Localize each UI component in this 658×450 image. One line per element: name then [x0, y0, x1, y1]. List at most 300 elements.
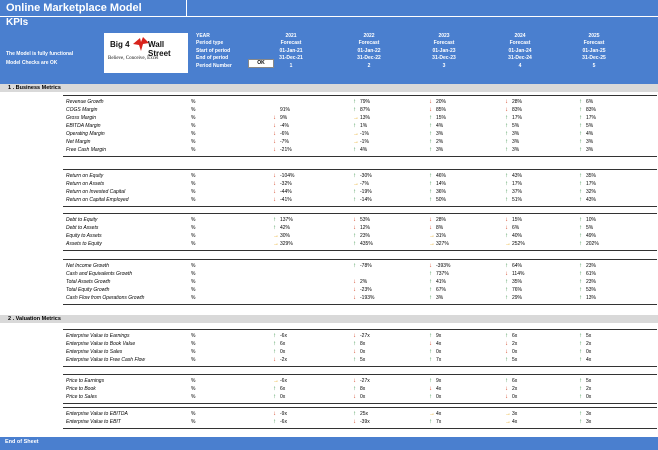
metric-row[interactable]: [63, 377, 657, 385]
trend-up-icon: ↑: [429, 139, 432, 145]
metric-label: Return on Capital Employed: [66, 197, 129, 203]
period-start: 01-Jan-23: [432, 47, 456, 54]
unit-marker: %: [191, 189, 196, 195]
metric-value: ↑ 3%: [579, 147, 594, 153]
trend-side-icon: →: [429, 233, 435, 239]
logo-tagline: Believe, Conceive, Excel: [108, 56, 159, 61]
trend-up-icon: ↑: [429, 295, 432, 301]
trend-up-icon: ↑: [429, 147, 432, 153]
metric-label: Enterprise Value to Book Value: [66, 341, 136, 347]
period-type: Forecast: [433, 40, 455, 47]
metric-value: ↑ 76%: [505, 287, 523, 293]
metric-row[interactable]: [63, 114, 657, 122]
unit-marker: %: [191, 99, 196, 105]
trend-side-icon: →: [353, 131, 359, 137]
metric-value: ↓ -27x: [353, 378, 370, 384]
metric-row[interactable]: [63, 410, 657, 418]
metric-row[interactable]: [63, 232, 657, 240]
metric-label: EBITDA Margin: [66, 123, 101, 129]
metric-value: ↑ 3%: [505, 139, 520, 145]
metric-value: ↑ 36%: [429, 189, 447, 195]
metric-value: ↓ 2x: [505, 341, 518, 347]
trend-up-icon: ↑: [505, 357, 508, 363]
unit-marker: %: [191, 115, 196, 121]
logo-text-wallstreet: Wall Street: [148, 40, 171, 58]
check-line-ok: Model Checks are OK: [6, 60, 58, 66]
unit-marker: %: [191, 279, 196, 285]
metric-value: ↓ 20%: [429, 99, 447, 105]
metric-row[interactable]: [63, 224, 657, 232]
unit-marker: %: [191, 241, 196, 247]
metric-value: ↑ 83%: [579, 107, 597, 113]
metric-value: ↑ -6x: [273, 419, 287, 425]
metric-value: ↓ -23%: [353, 287, 372, 293]
metric-value: ↑ 435%: [353, 241, 373, 247]
trend-up-icon: ↑: [579, 189, 582, 195]
trend-up-icon: ↑: [353, 341, 356, 347]
metric-label: Enterprise Value to Sales: [66, 349, 123, 355]
metric-value: ↓ -9x: [273, 411, 287, 417]
metric-value: →-1%: [353, 131, 369, 137]
trend-up-icon: ↑: [353, 197, 356, 203]
metric-value: ↑ 17%: [579, 115, 597, 121]
metric-row[interactable]: [63, 286, 657, 294]
trend-down-icon: ↓: [429, 263, 432, 269]
trend-up-icon: ↑: [579, 295, 582, 301]
metric-label: Total Assets Growth: [66, 279, 111, 285]
trend-down-icon: ↓: [273, 411, 276, 417]
metric-label: Price to Sales: [66, 394, 97, 400]
period-column-2024: [490, 33, 550, 70]
trend-up-icon: ↑: [579, 341, 582, 347]
metric-value: ↑ 5%: [579, 123, 594, 129]
trend-up-icon: ↑: [579, 357, 582, 363]
trend-down-icon: ↓: [273, 357, 276, 363]
trend-down-icon: ↓: [353, 225, 356, 231]
trend-side-icon: →: [273, 233, 279, 239]
metric-value: ↑ 53%: [579, 287, 597, 293]
metric-row[interactable]: [63, 393, 657, 401]
metric-value: ↑ 137%: [273, 217, 293, 223]
period-year: 2022: [363, 33, 375, 39]
metric-value: ↓ -193%: [353, 295, 375, 301]
trend-down-icon: ↓: [429, 386, 432, 392]
period-start: 01-Jan-22: [357, 47, 381, 54]
metric-value: ↑ 2x: [579, 341, 592, 347]
metric-label: Cash Flow from Operations Growth: [66, 295, 145, 301]
metric-value: ↑ 5%: [505, 123, 520, 129]
metric-value: ↑ 3%: [505, 131, 520, 137]
unit-marker: %: [191, 131, 196, 137]
trend-side-icon: →: [353, 181, 359, 187]
trend-up-icon: ↑: [353, 233, 356, 239]
trend-up-icon: ↑: [505, 378, 508, 384]
metric-label: Operating Margin: [66, 131, 105, 137]
trend-up-icon: ↑: [353, 386, 356, 392]
metric-value: ↑ 0x: [579, 349, 592, 355]
metric-value: ↓ -4%: [273, 123, 289, 129]
trend-up-icon: ↑: [429, 357, 432, 363]
unit-marker: %: [191, 378, 196, 384]
trend-down-icon: ↓: [429, 107, 432, 113]
trend-up-icon: ↑: [429, 123, 432, 129]
metric-row[interactable]: [63, 216, 657, 224]
unit-marker: %: [191, 173, 196, 179]
metric-value: ↑ 25x: [353, 411, 369, 417]
trend-up-icon: ↑: [579, 139, 582, 145]
header-divider: [0, 16, 658, 17]
metric-value: ↑ 2%: [429, 139, 444, 145]
metric-value: ↑ 40%: [505, 233, 523, 239]
unit-marker: %: [191, 341, 196, 347]
metric-row[interactable]: [63, 98, 657, 106]
model-check-status: [6, 50, 73, 68]
metric-value: ↑ 4%: [353, 147, 368, 153]
trend-up-icon: ↑: [579, 147, 582, 153]
trend-down-icon: ↓: [353, 279, 356, 285]
metric-label: Return on Equity: [66, 173, 104, 179]
period-end: 31-Dec-21: [279, 55, 303, 62]
metric-row[interactable]: [63, 332, 657, 340]
period-num: 1: [289, 62, 293, 69]
metric-row[interactable]: [63, 188, 657, 196]
metric-value: ↑ 67%: [429, 287, 447, 293]
trend-down-icon: ↓: [505, 386, 508, 392]
metric-value: ↓ 4x: [429, 386, 442, 392]
ok-check-button[interactable]: OK: [248, 59, 274, 68]
metric-value: ↑ 42%: [273, 225, 291, 231]
page-title: KPIs: [6, 17, 29, 28]
metric-value: ↑ 4%: [579, 131, 594, 137]
trend-down-icon: ↓: [505, 107, 508, 113]
metric-value: ↑ 3x: [579, 419, 592, 425]
metric-value: ↓ -6%: [273, 131, 289, 137]
metric-value: →4x: [429, 411, 442, 417]
metric-value: ↑ 17%: [505, 181, 523, 187]
period-num: 5: [592, 62, 596, 69]
trend-down-icon: ↓: [505, 217, 508, 223]
trend-up-icon: ↑: [579, 225, 582, 231]
metric-value: ↓ 12%: [353, 225, 371, 231]
metric-row[interactable]: [63, 196, 657, 204]
metric-value: ↑ 0x: [273, 349, 286, 355]
metric-value: ↑ 49%: [579, 233, 597, 239]
metric-value: ↑ -78%: [353, 263, 372, 269]
trend-up-icon: ↑: [579, 131, 582, 137]
section-business-metrics[interactable]: 1 . Business Metrics: [0, 84, 658, 92]
metric-label: Enterprise Value to Earnings: [66, 333, 130, 339]
trend-up-icon: ↑: [273, 386, 276, 392]
label-period-type: Period type: [196, 40, 224, 47]
trend-down-icon: ↓: [429, 217, 432, 223]
trend-up-icon: ↑: [579, 107, 582, 113]
trend-up-icon: ↑: [353, 99, 356, 105]
trend-up-icon: ↑: [429, 333, 432, 339]
metric-value: ↓ -41%: [273, 197, 292, 203]
metric-label: Debt to Assets: [66, 225, 99, 231]
metric-value: ↑ 9x: [429, 378, 442, 384]
metric-value: ↑ 6x: [273, 341, 286, 347]
trend-up-icon: ↑: [505, 181, 508, 187]
unit-marker: %: [191, 349, 196, 355]
trend-up-icon: ↑: [579, 181, 582, 187]
metric-value: ↑ -30%: [353, 173, 372, 179]
metric-value: ↑ 7x: [429, 419, 442, 425]
metric-value: ↑ 6x: [505, 333, 518, 339]
metric-row[interactable]: [63, 385, 657, 393]
metric-row[interactable]: [63, 418, 657, 426]
metric-value: ↓ 0x: [505, 394, 518, 400]
metric-value: ↑ 0x: [429, 349, 442, 355]
trend-up-icon: ↑: [353, 241, 356, 247]
metric-value: ↑ 32%: [579, 189, 597, 195]
trend-down-icon: ↓: [353, 394, 356, 400]
trend-up-icon: ↑: [579, 197, 582, 203]
metric-value: ↓ -7%: [273, 139, 289, 145]
metric-row[interactable]: [63, 340, 657, 348]
trend-up-icon: ↑: [579, 115, 582, 121]
metric-value: ↑ 8x: [353, 341, 366, 347]
trend-side-icon: →: [505, 411, 511, 417]
metric-value: ↓ 0x: [505, 349, 518, 355]
trend-up-icon: ↑: [505, 333, 508, 339]
metric-group-2: [63, 169, 657, 207]
metric-value: ↑ 23%: [579, 263, 597, 269]
trend-up-icon: ↑: [505, 189, 508, 195]
metric-value: ↓ 2%: [353, 279, 368, 285]
metric-value: ↑ 202%: [579, 241, 599, 247]
metric-value: →-6x: [273, 378, 287, 384]
unit-marker: %: [191, 411, 196, 417]
metric-group-4: [63, 259, 657, 305]
metric-value: ↑ 7x: [429, 357, 442, 363]
period-column-2025: [564, 33, 624, 70]
period-num: 4: [518, 62, 522, 69]
trend-up-icon: ↑: [429, 197, 432, 203]
metric-value: ↑ 46%: [429, 173, 447, 179]
unit-marker: %: [191, 386, 196, 392]
metric-value: ↑ 23%: [353, 233, 371, 239]
trend-down-icon: ↓: [353, 287, 356, 293]
metric-value: ↑ 43%: [505, 173, 523, 179]
period-end: 31-Dec-22: [357, 55, 381, 62]
metric-value: ↓ 9%: [273, 115, 288, 121]
trend-up-icon: ↑: [505, 287, 508, 293]
unit-marker: %: [191, 357, 196, 363]
trend-up-icon: ↑: [579, 349, 582, 355]
metric-row[interactable]: [63, 138, 657, 146]
trend-up-icon: ↑: [429, 115, 432, 121]
metric-label: Total Equity Growth: [66, 287, 110, 293]
period-column-2021: [261, 33, 321, 70]
metric-value: 91%: [280, 107, 291, 113]
trend-up-icon: ↑: [353, 263, 356, 269]
trend-down-icon: ↓: [505, 341, 508, 347]
metric-value: ↑ 79%: [353, 99, 371, 105]
title-bar: [186, 0, 658, 16]
trend-side-icon: →: [429, 411, 435, 417]
metric-value: ↑ 51%: [505, 197, 523, 203]
metric-label: Price to Book: [66, 386, 96, 392]
metric-label: Gross Margin: [66, 115, 97, 121]
trend-up-icon: ↑: [429, 189, 432, 195]
section-valuation-metrics[interactable]: 2 . Valuation Metrics: [0, 315, 658, 323]
trend-down-icon: ↓: [505, 225, 508, 231]
metric-value: ↑ -6x: [273, 333, 287, 339]
trend-up-icon: ↑: [505, 139, 508, 145]
trend-up-icon: ↑: [273, 341, 276, 347]
trend-up-icon: ↑: [505, 197, 508, 203]
trend-side-icon: →: [353, 139, 359, 145]
unit-marker: %: [191, 181, 196, 187]
metric-value: ↑ 1%: [353, 123, 368, 129]
trend-up-icon: ↑: [579, 241, 582, 247]
period-end: 31-Dec-23: [432, 55, 456, 62]
trend-down-icon: ↓: [273, 115, 276, 121]
trend-down-icon: ↓: [353, 295, 356, 301]
metric-value: ↑ 17%: [579, 181, 597, 187]
metric-row[interactable]: [63, 278, 657, 286]
metric-value: ↓ 85%: [429, 107, 447, 113]
metric-label: Net Margin: [66, 139, 91, 145]
metric-value: ↓ -44%: [273, 189, 292, 195]
metric-value: ↓ 53%: [353, 217, 371, 223]
metric-value: ↑ 5x: [579, 333, 592, 339]
trend-up-icon: ↑: [579, 263, 582, 269]
metric-row[interactable]: [63, 106, 657, 114]
metric-value: ↓ 0x: [353, 394, 366, 400]
period-column-2023: [414, 33, 474, 70]
label-start-of-period: Start of period: [196, 47, 231, 54]
trend-down-icon: ↓: [273, 181, 276, 187]
metric-value: ↓ 4x: [429, 341, 442, 347]
metric-value: →-1%: [353, 139, 369, 145]
trend-up-icon: ↑: [579, 378, 582, 384]
metric-row[interactable]: [63, 146, 657, 154]
trend-down-icon: ↓: [273, 139, 276, 145]
metric-value: ↑ 3%: [505, 147, 520, 153]
metric-value: ↑ 23%: [579, 279, 597, 285]
trend-up-icon: ↑: [273, 419, 276, 425]
metric-value: →252%: [505, 241, 525, 247]
metric-value: →329%: [273, 241, 293, 247]
metric-value: ↑ 8x: [353, 386, 366, 392]
metric-row[interactable]: [63, 180, 657, 188]
trend-up-icon: ↑: [429, 419, 432, 425]
trend-down-icon: ↓: [505, 394, 508, 400]
unit-marker: %: [191, 394, 196, 400]
trend-up-icon: ↑: [429, 131, 432, 137]
metric-value: ↓ -27x: [353, 333, 370, 339]
trend-down-icon: ↓: [353, 333, 356, 339]
unit-marker: %: [191, 217, 196, 223]
metric-value: ↓ 28%: [505, 99, 523, 105]
label-period-number: Period Number: [196, 62, 232, 69]
metric-value: →30%: [273, 233, 291, 239]
metric-label: Enterprise Value to EBITDA: [66, 411, 128, 417]
metric-value: ↑ 5%: [579, 225, 594, 231]
metric-label: Equity to Assets: [66, 233, 102, 239]
trend-side-icon: →: [505, 419, 511, 425]
trend-up-icon: ↑: [505, 263, 508, 269]
trend-down-icon: ↓: [429, 341, 432, 347]
period-year: 2025: [588, 33, 600, 39]
metric-row[interactable]: [63, 240, 657, 248]
metric-group-1: [63, 95, 657, 157]
trend-up-icon: ↑: [429, 271, 432, 277]
trend-up-icon: ↑: [353, 147, 356, 153]
metric-row[interactable]: [63, 294, 657, 302]
period-num: 3: [442, 62, 446, 69]
metric-row[interactable]: [63, 270, 657, 278]
unit-marker: %: [191, 295, 196, 301]
trend-down-icon: ↓: [273, 147, 276, 153]
metric-value: ↑ 17%: [505, 115, 523, 121]
trend-up-icon: ↑: [505, 131, 508, 137]
metric-value: ↓ 15%: [505, 217, 523, 223]
metric-row[interactable]: [63, 172, 657, 180]
metric-value: ↓ -39x: [353, 419, 370, 425]
trend-up-icon: ↑: [429, 394, 432, 400]
metric-value: ↓ 28%: [429, 217, 447, 223]
period-type: Forecast: [358, 40, 380, 47]
metric-value: ↑ 5x: [505, 357, 518, 363]
trend-up-icon: ↑: [579, 271, 582, 277]
metric-group-6: [63, 374, 657, 404]
metric-value: ↑ 14%: [429, 181, 447, 187]
trend-up-icon: ↑: [429, 181, 432, 187]
unit-marker: %: [191, 225, 196, 231]
label-end-of-period: End of period: [196, 55, 229, 62]
metric-value: ↑ 3%: [429, 295, 444, 301]
metric-value: ↑ 4x: [579, 357, 592, 363]
unit-marker: %: [191, 333, 196, 339]
metric-value: ↓ 6%: [505, 225, 520, 231]
metric-row[interactable]: [63, 130, 657, 138]
metric-value: ↑ 6%: [579, 99, 594, 105]
trend-up-icon: ↑: [579, 419, 582, 425]
metric-label: Revenue Growth: [66, 99, 104, 105]
header-band: [0, 0, 658, 92]
metric-value: →4x: [505, 419, 518, 425]
metric-value: ↓ 114%: [505, 271, 525, 277]
trend-up-icon: ↑: [273, 333, 276, 339]
trend-up-icon: ↑: [579, 287, 582, 293]
metric-value: ↑ 5x: [353, 357, 366, 363]
metric-value: ↑ 29%: [505, 295, 523, 301]
metric-row[interactable]: [63, 356, 657, 364]
unit-marker: %: [191, 419, 196, 425]
metric-row[interactable]: [63, 262, 657, 270]
metric-value: ↓ 2x: [505, 386, 518, 392]
trend-down-icon: ↓: [505, 349, 508, 355]
trend-up-icon: ↑: [579, 217, 582, 223]
trend-down-icon: ↓: [353, 349, 356, 355]
metric-value: ↓ -393%: [429, 263, 451, 269]
metric-value: ↑ 15%: [429, 115, 447, 121]
trend-down-icon: ↓: [429, 225, 432, 231]
metric-value: ↑ 2x: [579, 386, 592, 392]
metric-value: →327%: [429, 241, 449, 247]
unit-marker: %: [191, 197, 196, 203]
metric-value: ↑ 0x: [579, 394, 592, 400]
metric-row[interactable]: [63, 348, 657, 356]
metric-row[interactable]: [63, 122, 657, 130]
metric-value: ↓ -2x: [273, 357, 287, 363]
check-line-functional: The Model is fully functional: [6, 51, 74, 57]
unit-marker: %: [191, 147, 196, 153]
unit-marker: %: [191, 263, 196, 269]
